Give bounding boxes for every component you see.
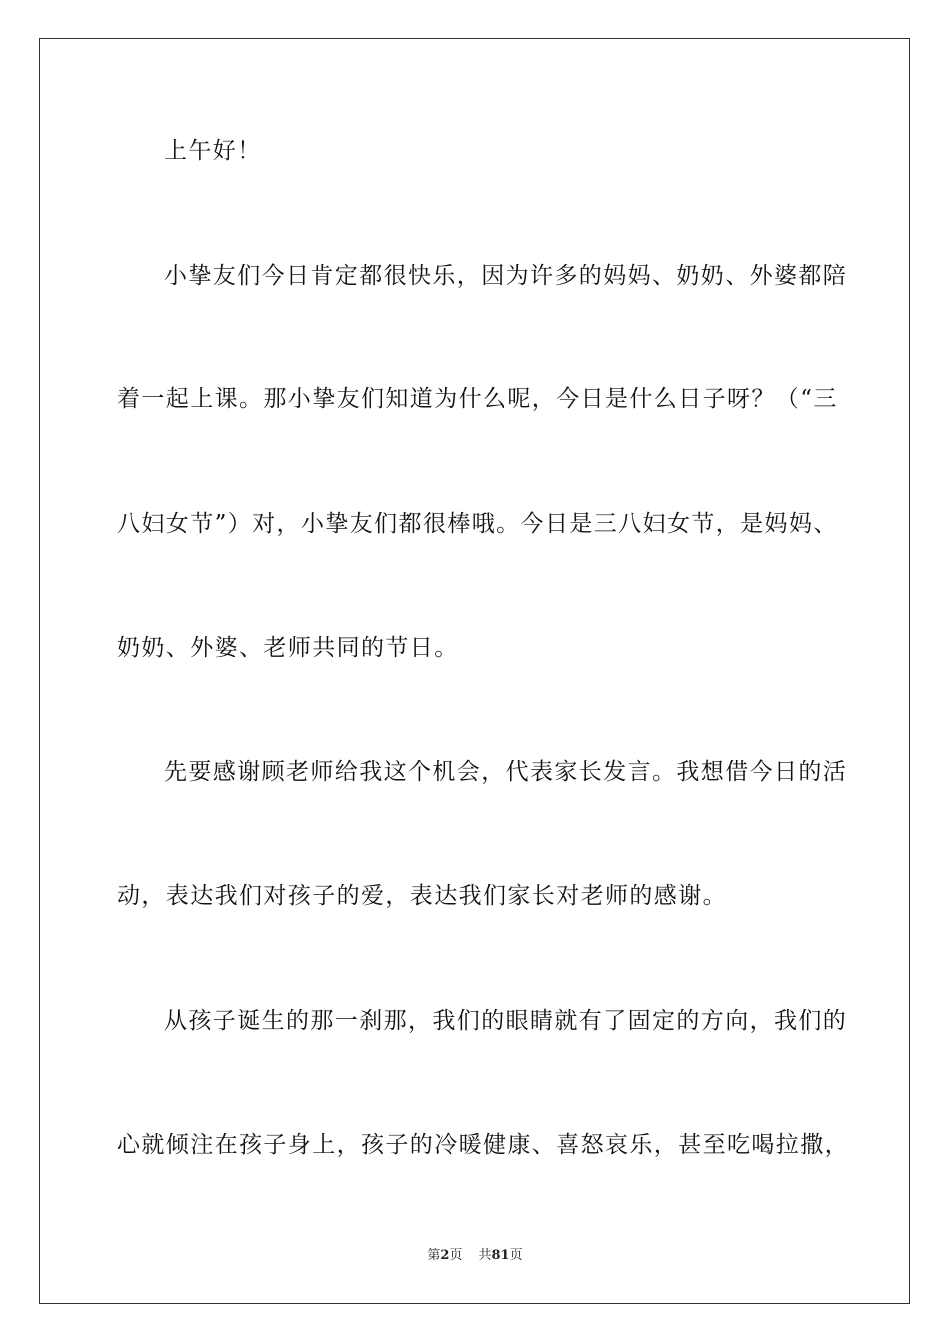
total-prefix: 共 bbox=[478, 1248, 492, 1263]
page-suffix: 页 bbox=[449, 1248, 463, 1263]
total-suffix: 页 bbox=[509, 1248, 523, 1263]
paragraph-1-line-3: 八妇女节”）对，小挚友们都很棒哦。今日是三八妇女节，是妈妈、 bbox=[117, 511, 838, 537]
total-page-count: 81 bbox=[491, 1248, 510, 1263]
paragraph-1-line-4: 奶奶、外婆、老师共同的节日。 bbox=[117, 635, 459, 661]
paragraph-1-line-2: 着一起上课。那小挚友们知道为什么呢，今日是什么日子呀？（“三 bbox=[117, 386, 838, 412]
page-prefix: 第 bbox=[427, 1248, 441, 1263]
total-pages bbox=[478, 1246, 522, 1266]
current-page: 2 bbox=[440, 1248, 450, 1263]
greeting-line: 上午好！ bbox=[164, 138, 262, 164]
paragraph-2-line-2: 动，表达我们对孩子的爱，表达我们家长对老师的感谢。 bbox=[117, 883, 727, 909]
page-footer bbox=[0, 1246, 950, 1266]
paragraph-3-line-1: 从孩子诞生的那一刹那，我们的眼睛就有了固定的方向，我们的 bbox=[164, 1008, 848, 1034]
page-number bbox=[427, 1246, 462, 1266]
paragraph-1-line-1: 小挚友们今日肯定都很快乐，因为许多的妈妈、奶奶、外婆都陪 bbox=[164, 263, 848, 289]
page-frame bbox=[39, 38, 910, 1304]
paragraph-2-line-1: 先要感谢顾老师给我这个机会，代表家长发言。我想借今日的活 bbox=[164, 759, 848, 785]
paragraph-3-line-2: 心就倾注在孩子身上，孩子的冷暖健康、喜怒哀乐，甚至吃喝拉撒， bbox=[117, 1132, 849, 1158]
